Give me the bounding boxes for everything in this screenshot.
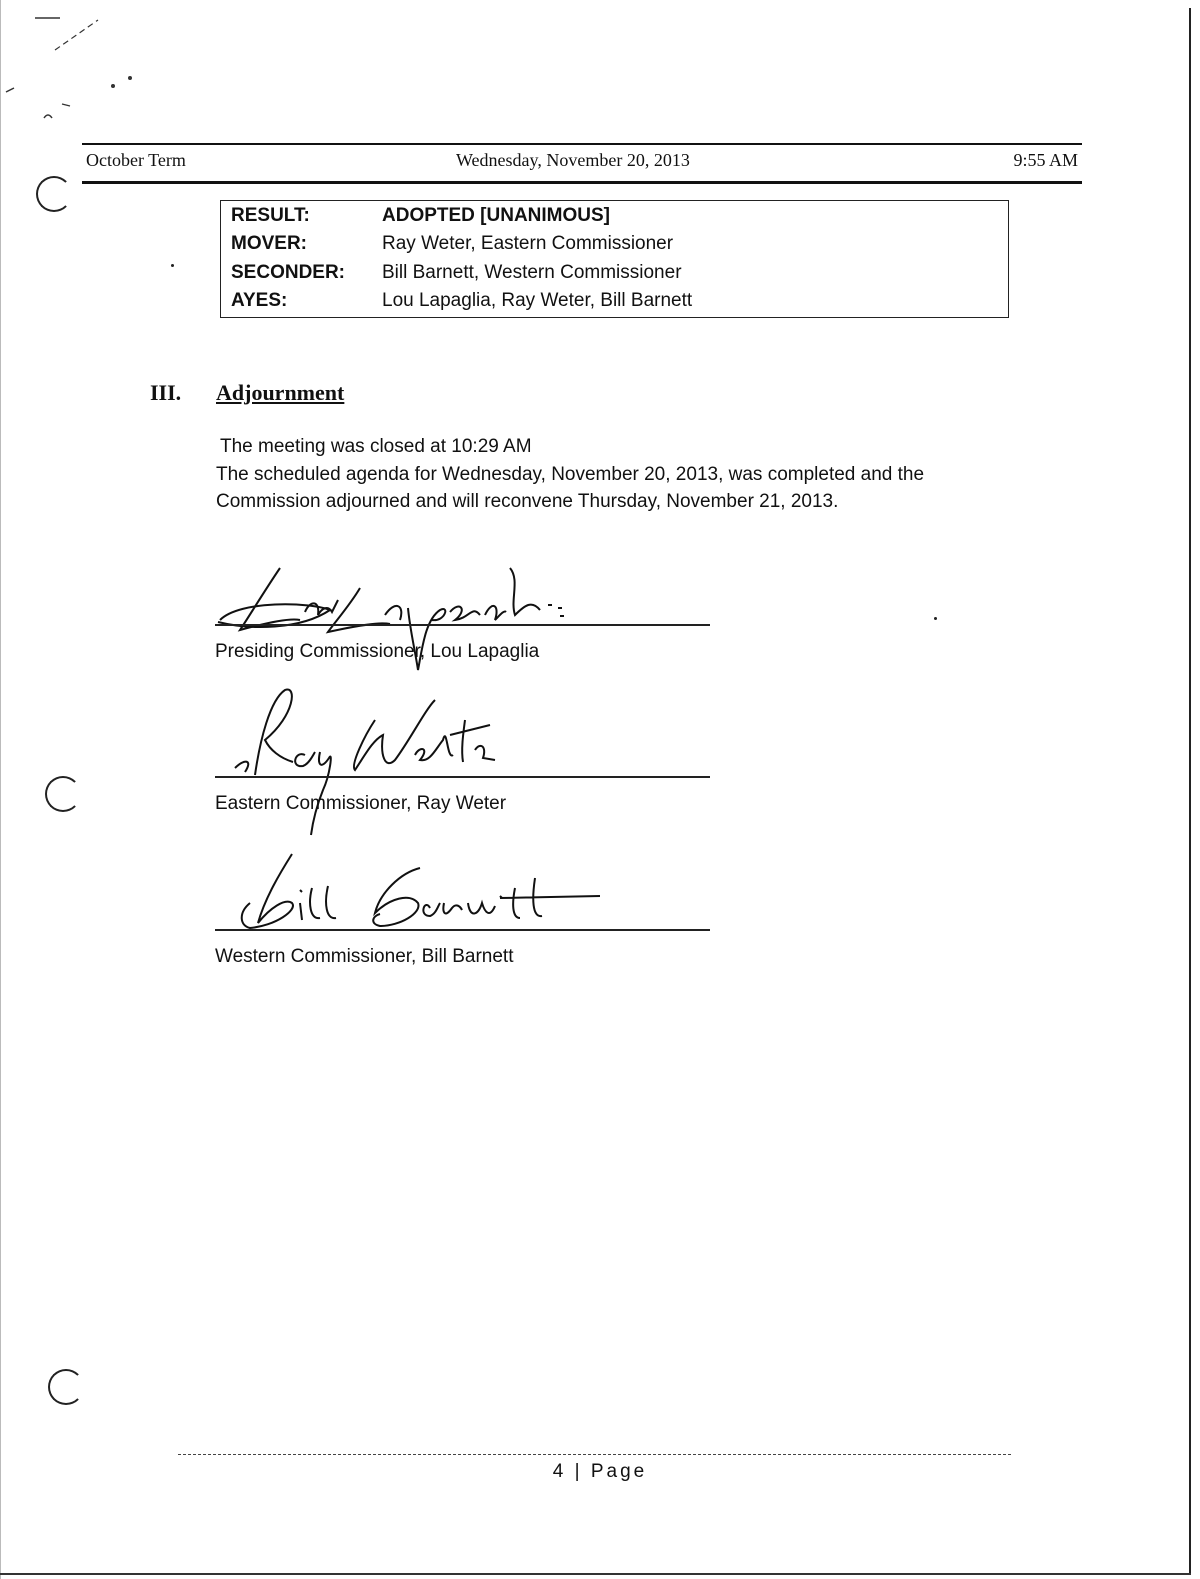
- vote-key: RESULT:: [231, 205, 310, 226]
- agenda-line-2: Commission adjourned and will reconvene Thursday, November 21, 2013.: [216, 491, 839, 512]
- signature-line: [215, 624, 710, 626]
- vote-key: SECONDER:: [231, 262, 346, 283]
- vote-result-box: [220, 200, 1009, 318]
- scan-right-edge: [1189, 8, 1191, 1574]
- header-date: Wednesday, November 20, 2013: [456, 150, 690, 170]
- signature-ray-weter: [225, 680, 505, 840]
- header-rule-bottom: [82, 181, 1082, 184]
- signature-line: [215, 776, 710, 778]
- signature-label: Presiding Commissioner, Lou Lapaglia: [215, 641, 540, 662]
- scan-speck: [934, 617, 937, 620]
- signature-label: Eastern Commissioner, Ray Weter: [215, 793, 507, 814]
- vote-value: Lou Lapaglia, Ray Weter, Bill Barnett: [382, 290, 693, 311]
- closed-time-line: The meeting was closed at 10:29 AM: [220, 436, 532, 457]
- scan-marks: [0, 0, 160, 130]
- binder-hole: [48, 1369, 84, 1405]
- scan-left-edge: [0, 0, 1, 1579]
- signature-bill-barnett: [230, 848, 610, 938]
- scan-speck: [171, 264, 174, 267]
- section-number: III.: [150, 380, 182, 405]
- vote-value: ADOPTED [UNANIMOUS]: [382, 205, 610, 226]
- signature-line: [215, 929, 710, 931]
- signature-label: Western Commissioner, Bill Barnett: [215, 946, 514, 967]
- agenda-line-1: The scheduled agenda for Wednesday, November 20, 2013, was completed and the: [216, 464, 925, 485]
- header-term: October Term: [86, 150, 186, 170]
- vote-value: Ray Weter, Eastern Commissioner: [382, 233, 674, 254]
- vote-value: Bill Barnett, Western Commissioner: [382, 262, 682, 283]
- section-title: Adjournment: [216, 380, 345, 405]
- vote-key: AYES:: [231, 290, 288, 311]
- binder-hole: [36, 176, 72, 212]
- header-rule-top: [82, 143, 1082, 145]
- footer-rule: [178, 1454, 1011, 1455]
- vote-key: MOVER:: [231, 233, 307, 254]
- page-number: 4 | Page: [552, 1461, 648, 1482]
- binder-hole: [45, 776, 81, 812]
- scan-bottom-edge: [0, 1573, 1191, 1575]
- header-time: 9:55 AM: [1013, 150, 1078, 170]
